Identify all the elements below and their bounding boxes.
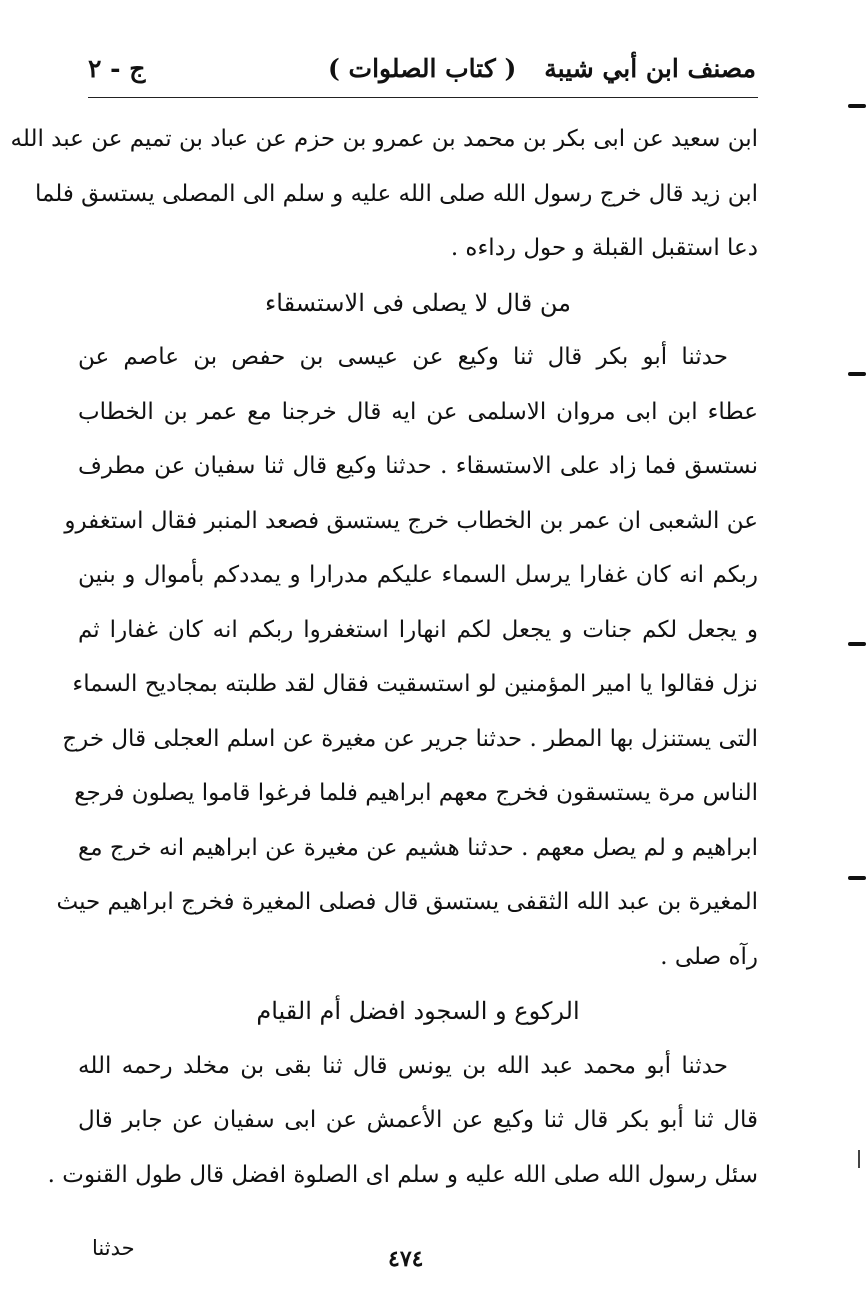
text-line: ابن سعيد عن ابى بكر بن محمد بن عمرو بن حزم عن عباد بن تميم عن عبد الله: [10, 126, 758, 152]
section-heading: الركوع و السجود افضل أم القيام: [256, 997, 580, 1025]
scan-edge-mark: [848, 642, 866, 646]
scan-edge-mark: [848, 876, 866, 880]
text-line: حدثنا أبو محمد عبد الله بن يونس قال ثنا بقى بن مخلد رحمه الله: [78, 1052, 728, 1079]
text-line: نزل فقالوا يا امير المؤمنين لو استسقيت فقال لقد طلبته بمجاديح السماء: [72, 671, 758, 697]
catchword: حدثنا: [92, 1236, 135, 1260]
body-text: [10, 112, 758, 1202]
text-line: رآه صلى .: [660, 943, 758, 970]
text-line: و يجعل لكم جنات و يجعل لكم انهارا استغفروا ربكم انه كان غفارا ثم: [78, 616, 758, 643]
text-line: حدثنا أبو بكر قال ثنا وكيع عن عيسى بن حفص بن عاصم عن: [78, 344, 728, 370]
volume-number: ج - ٢: [88, 54, 146, 83]
text-line: عن الشعبى ان عمر بن الخطاب خرج يستسق فصعد المنبر فقال استغفرو: [64, 507, 758, 534]
text-line: قال ثنا أبو بكر قال ثنا وكيع عن الأعمش عن ابى سفيان عن جابر قال: [78, 1107, 758, 1133]
text-line: دعا استقبل القبلة و حول رداءه .: [450, 235, 758, 261]
text-line: نستسق فما زاد على الاستسقاء . حدثنا وكيع قال ثنا سفيان عن مطرف: [78, 453, 758, 479]
text-line: التى يستنزل بها المطر . حدثنا جرير عن مغيرة عن اسلم العجلى قال خرج: [62, 725, 758, 752]
text-line: عطاء ابن ابى مروان الاسلمى عن ايه قال خرجنا مع عمر بن الخطاب: [78, 398, 758, 425]
scan-edge-mark: [848, 372, 866, 376]
book-title: مصنف ابن أبي شيبة: [544, 54, 756, 83]
text-line: الناس مرة يستسقون فخرج معهم ابراهيم فلما فرغوا قاموا يصلون فرجع: [74, 780, 758, 806]
text-line: ابراهيم و لم يصل معهم . حدثنا هشيم عن مغيرة عن ابراهيم انه خرج مع: [78, 834, 758, 861]
text-line: المغيرة بن عبد الله الثقفى يستسق قال فصلى المغيرة فخرج ابراهيم حيث: [56, 889, 758, 915]
header-rule: [88, 97, 758, 98]
page-number: ٤٧٤: [388, 1246, 424, 1272]
text-line: ابن زيد قال خرج رسول الله صلى الله عليه و سلم الى المصلى يستسق فلما: [34, 180, 758, 207]
chapter-title: ( كتاب الصلوات ): [328, 54, 517, 83]
text-line: سئل رسول الله صلى الله عليه و سلم اى الصلوة افضل قال طول القنوت .: [47, 1161, 758, 1188]
text-line: ربكم انه كان غفارا يرسل السماء عليكم مدرارا و يمددكم بأموال و بنين: [78, 562, 758, 588]
scan-edge-mark: [848, 104, 866, 108]
scan-edge-tick: [858, 1150, 860, 1168]
running-header: [88, 48, 756, 94]
section-heading: من قال لا يصلى فى الاستسقاء: [265, 288, 571, 317]
